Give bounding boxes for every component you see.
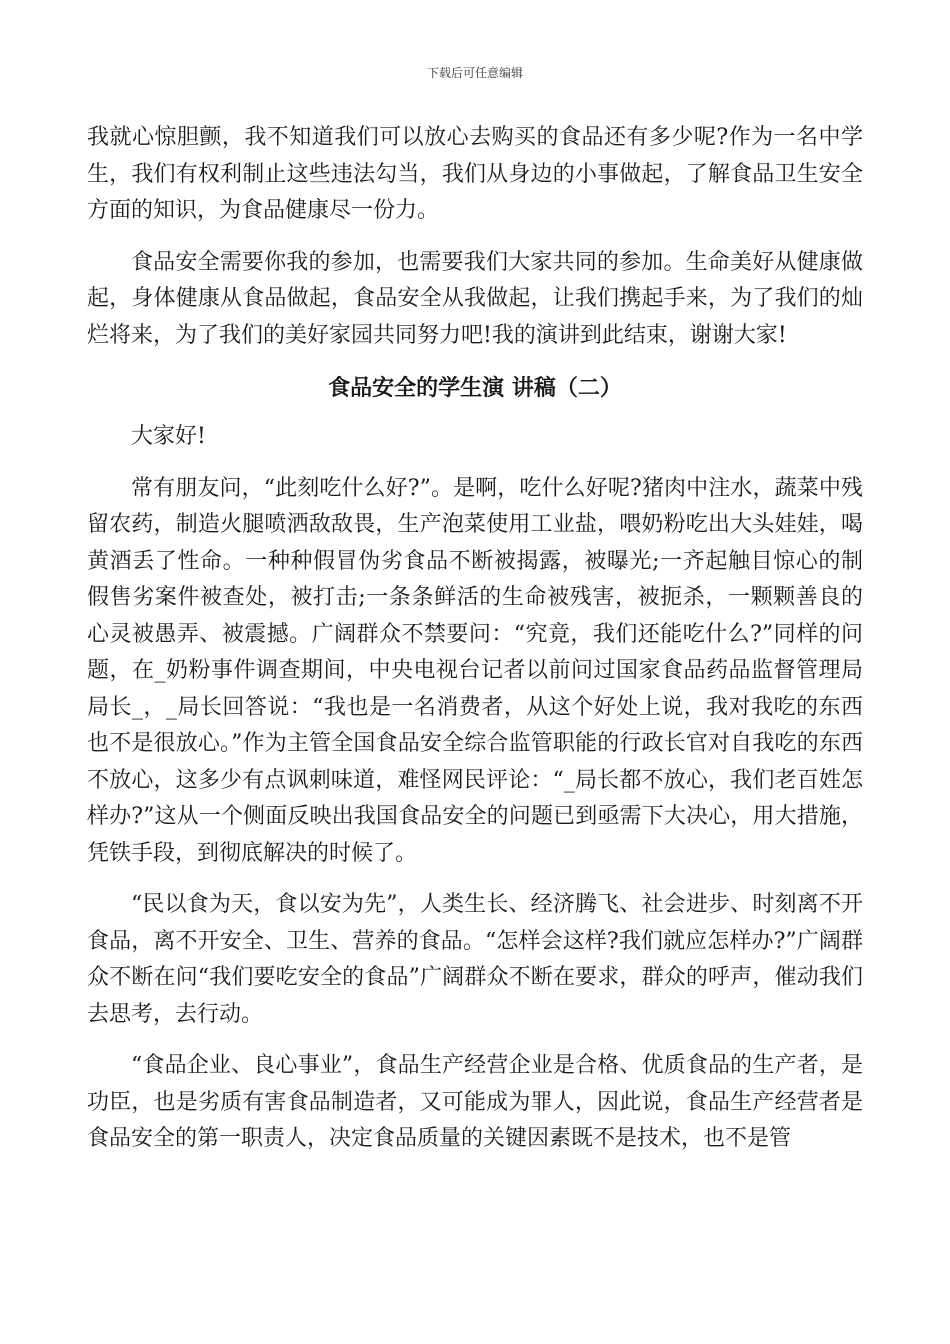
paragraph-body-2: “民以食为天，食以安为先”，人类生长、经济腾飞、社会进步、时刻离不开食品，离不开安全、卫生、营养的食品。“怎样会这样?我们就应怎样办?”广阔群众不断在问“我们要吃安全的食品”广阔群众不断在要求，群众的呼声，催动我们去思考，去行动。 xyxy=(87,892,863,1027)
paragraph-greeting: 大家好! xyxy=(131,424,206,449)
page-header: 下载后可任意编辑 xyxy=(426,66,523,80)
section-title: 食品安全的学生演 讲稿（二） xyxy=(328,376,622,401)
paragraph-body-1: 常有朋友问，“此刻吃什么好?”。是啊，吃什么好呢?猪肉中注水，蔬菜中残留农药，制造火腿喷洒敌敌畏，生产泡菜使用工业盐，喂奶粉吃出大头娃娃，喝黄酒丢了性命。一种种假冒伪劣食品不断被揭露，被曝光;一齐起触目惊心的制假售劣案件被查处，被打击;一条条鲜活的生命被残害，被扼杀，一颗颗善良的心灵被愚弄、被震撼。广阔群众不禁要问：“究竟，我们还能吃什么?”同样的问题，在_奶粉事件调查期间，中央电视台记者以前问过国家食品药品监督管理局局长_，_局长回答说：“我也是一名消费者，从这个好处上说，我对我吃的东西也不是很放心。”作为主管全国食品安全综合监管职能的行政长官对自我吃的东西不放心，这多少有点讽刺味道，难怪网民评论：“_局长都不放心，我们老百姓怎样办?”这从一个侧面反映出我国食品安全的问题已到亟需下大决心，用大措施，凭铁手段，到彻底解决的时候了。 xyxy=(87,475,863,866)
paragraph-conclusion: 食品安全需要你我的参加，也需要我们大家共同的参加。生命美好从健康做起，身体健康从食品做起，食品安全从我做起，让我们携起手来，为了我们的灿烂将来，为了我们的美好家园共同努力吧!我的演讲到此结束，谢谢大家! xyxy=(87,249,863,348)
paragraph-body-3: “食品企业、良心事业”，食品生产经营企业是合格、优质食品的生产者，是功臣，也是劣质有害食品制造者，又可能成为罪人，因此说，食品生产经营者是食品安全的第一职责人，决定食品质量的关键因素既不是技术，也不是管 xyxy=(87,1053,863,1151)
paragraph-continuation: 我就心惊胆颤，我不知道我们可以放心去购买的食品还有多少呢?作为一名中学生，我们有权利制止这些违法勾当，我们从身边的小事做起，了解食品卫生安全方面的知识，为食品健康尽一份力。 xyxy=(87,125,863,223)
document-body xyxy=(87,120,863,1158)
